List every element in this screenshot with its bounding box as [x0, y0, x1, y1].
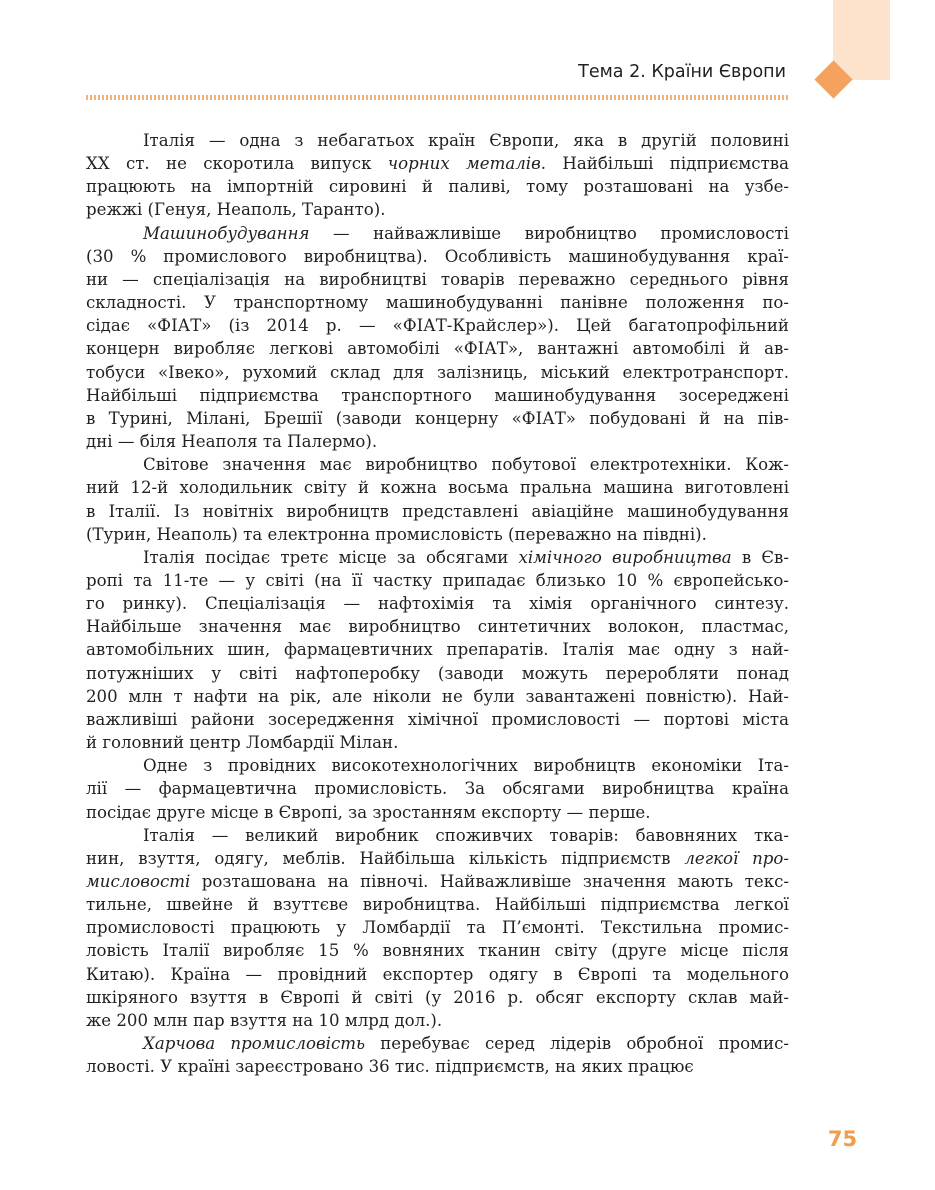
- text-line: [86, 662, 789, 685]
- text-segment: в Турині, Мілані, Брешії (заводи концерну «ФІАТ» побудовані й на пів-: [86, 408, 789, 428]
- text-line: [86, 314, 789, 337]
- text-line: [86, 708, 789, 731]
- text-segment: ловість Італії виробляє 15 % вовняних тканин світу (друге місце після: [86, 941, 789, 961]
- text-segment: важливіші райони зосередження хімічної промисловості — портові міста: [86, 709, 789, 729]
- text-line: [86, 801, 789, 824]
- italic-term: Харчова промисловість: [143, 1034, 366, 1054]
- text-line: [86, 1009, 789, 1032]
- text-segment: тильне, швейне й взуттєве виробництва. Найбільші підприємства легкої: [86, 895, 789, 915]
- text-line: [86, 638, 789, 661]
- text-segment: Одне з провідних високотехнологічних виробництв економіки Іта-: [143, 756, 789, 776]
- text-line: [86, 268, 789, 291]
- running-header: Тема 2. Країни Європи: [578, 62, 786, 82]
- text-segment: . Найбільші підприємства: [540, 154, 789, 174]
- text-line: [86, 198, 789, 221]
- text-line: [86, 500, 789, 523]
- text-line: [86, 175, 789, 198]
- text-line: [86, 615, 789, 638]
- text-line: [86, 361, 789, 384]
- italic-term: легкої про-: [684, 848, 789, 868]
- text-line: [86, 384, 789, 407]
- text-line: [86, 963, 789, 986]
- italic-term: Машинобудування: [143, 223, 310, 243]
- text-segment: концерн виробляє легкові автомобілі «ФІАТ», вантажні автомобілі й ав-: [86, 339, 789, 359]
- text-line: [86, 754, 789, 777]
- text-segment: Китаю). Країна — провідний експортер одягу в Європі та модельного: [86, 964, 789, 984]
- text-segment: й головний центр Ломбардії Мілан.: [86, 733, 399, 753]
- text-line: [86, 777, 789, 800]
- text-line: [86, 916, 789, 939]
- text-line: [86, 592, 789, 615]
- text-segment: в Єв-: [731, 547, 789, 567]
- text-segment: перебуває серед лідерів обробної промис-: [365, 1034, 790, 1054]
- text-line: [86, 152, 789, 175]
- text-line: [86, 847, 789, 870]
- text-line: [86, 407, 789, 430]
- text-segment: ропі та 11-те — у світі (на її частку припадає близько 10 % європейсько-: [86, 570, 789, 590]
- text-segment: Італія — великий виробник споживчих товарів: бавовняних тка-: [143, 825, 789, 845]
- text-segment: (Турин, Неаполь) та електронна промисловість (переважно на півдні).: [86, 524, 707, 544]
- text-segment: лії — фармацевтична промисловість. За обсягами виробництва країна: [86, 779, 789, 799]
- text-line: [86, 245, 789, 268]
- text-line: [86, 129, 789, 152]
- text-segment: Італія — одна з небагатьох країн Європи, яка в другій половині: [143, 131, 789, 150]
- text-line: [86, 986, 789, 1009]
- text-segment: сідає «ФІАТ» (із 2014 р. — «ФІАТ-Крайслер»). Цей багатопрофільний: [86, 316, 789, 336]
- text-segment: го ринку). Спеціалізація — нафтохімія та хімія органічного синтезу.: [86, 594, 789, 614]
- text-segment: — найважливіше виробництво промисловості: [309, 223, 789, 243]
- text-segment: шкіряного взуття в Європі й світі (у 2016 р. обсяг експорту склав май-: [86, 987, 789, 1007]
- italic-term: чорних металів: [387, 154, 541, 174]
- text-line: [86, 824, 789, 847]
- header-divider: [86, 95, 789, 100]
- text-segment: автомобільних шин, фармацевтичних препаратів. Італія має одну з най-: [86, 640, 789, 660]
- text-segment: тобуси «Івеко», рухомий склад для залізниць, міський електротранспорт.: [86, 362, 789, 382]
- text-line: [86, 546, 789, 569]
- text-line: [86, 523, 789, 546]
- text-segment: Світове значення має виробництво побутової електротехніки. Кож-: [143, 455, 789, 475]
- italic-term: мисловості: [86, 872, 191, 891]
- text-line: [86, 870, 789, 893]
- text-line: [86, 893, 789, 916]
- text-segment: промисловості працюють у Ломбардії та П’ємонті. Текстильна промис-: [86, 918, 789, 938]
- text-segment: (30 % промислового виробництва). Особливість машинобудування краї-: [86, 246, 789, 266]
- text-line: [86, 1032, 789, 1055]
- text-segment: в Італії. Із новітніх виробництв представлені авіаційне машинобудування: [86, 501, 789, 521]
- text-segment: ний 12-й холодильник світу й кожна восьма пральна машина виготовлені: [86, 478, 789, 498]
- text-line: [86, 731, 789, 754]
- text-segment: ни — спеціалізація на виробництві товарів переважно середнього рівня: [86, 269, 789, 289]
- text-line: [86, 453, 789, 476]
- text-line: [86, 291, 789, 314]
- text-segment: розташована на півночі. Найважливіше значення мають текс-: [190, 872, 789, 891]
- text-line: [86, 476, 789, 499]
- text-segment: XX ст. не скоротила випуск: [86, 154, 388, 174]
- text-line: [86, 939, 789, 962]
- text-segment: потужніших у світі нафтоперобку (заводи можуть переробляти понад: [86, 663, 789, 683]
- text-segment: 200 млн т нафти на рік, але ніколи не були завантажені повністю). Най-: [86, 686, 789, 706]
- text-segment: дні — біля Неаполя та Палермо).: [86, 432, 378, 452]
- text-segment: ловості. У країні зареєстровано 36 тис. підприємств, на яких працює: [86, 1057, 694, 1077]
- body-text: [86, 129, 789, 1078]
- text-segment: же 200 млн пар взуття на 10 млрд дол.).: [86, 1010, 443, 1030]
- text-segment: нин, взуття, одягу, меблів. Найбільша кількість підприємств: [86, 848, 685, 868]
- text-segment: Італія посідає третє місце за обсягами: [143, 547, 519, 567]
- text-segment: працюють на імпортній сировині й паливі, тому розташовані на узбе-: [86, 177, 789, 197]
- text-line: [86, 1055, 789, 1078]
- text-line: [86, 430, 789, 453]
- text-segment: складності. У транспортному машинобудуванні панівне положення по-: [86, 293, 789, 313]
- text-line: [86, 337, 789, 360]
- italic-term: хімічного виробництва: [518, 547, 732, 567]
- text-segment: Найбільші підприємства транспортного машинобудування зосереджені: [86, 385, 789, 405]
- text-segment: посідає друге місце в Європі, за зростанням експорту — перше.: [86, 802, 651, 822]
- page-number: 75: [827, 1127, 858, 1151]
- text-line: [86, 569, 789, 592]
- text-line: [86, 222, 789, 245]
- text-segment: режжі (Генуя, Неаполь, Таранто).: [86, 200, 386, 220]
- text-segment: Найбільше значення має виробництво синтетичних волокон, пластмас,: [86, 617, 789, 637]
- text-line: [86, 685, 789, 708]
